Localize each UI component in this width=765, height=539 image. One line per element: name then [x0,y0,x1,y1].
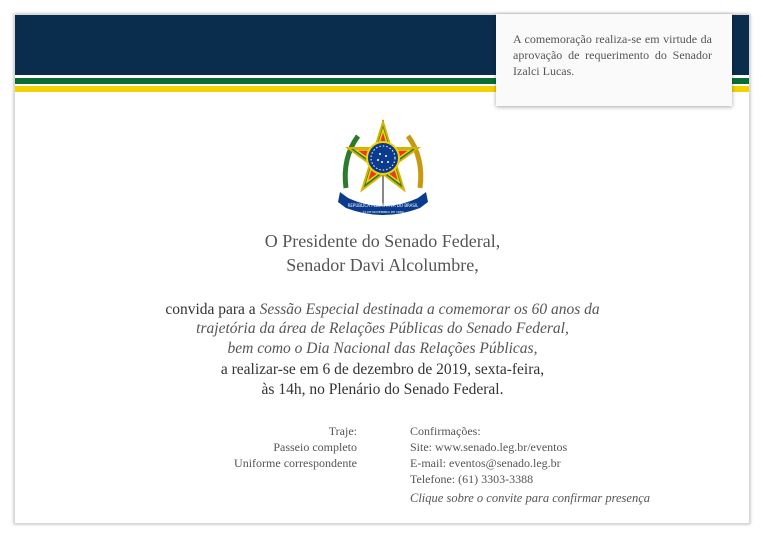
confirmation-label: Confirmações: [410,424,481,438]
host-title: O Presidente do Senado Federal, [264,231,501,251]
attire-option-2: Uniforme correspondente [234,456,357,470]
event-date: a realizar-se em 6 de dezembro de 2019, sexta-feira, [220,361,545,378]
brazil-coat-of-arms-icon [336,118,430,218]
confirmation-block [410,423,567,487]
invitation-line-3 [0,340,765,358]
session-description-1: Sessão Especial destinada a comemorar os 60 anos da [259,301,600,318]
attire-option-1: Passeio completo [273,440,357,454]
invitation-prefix: convida para a [165,301,260,318]
confirmation-site-link[interactable]: Site: www.senado.leg.br/eventos [410,440,568,454]
emblem-ribbon-text: REPÚBLICA FEDERATIVA DO BRASIL [347,203,419,208]
session-description-2: trajetória da área de Relações Públicas do Senado Federal, [196,320,569,337]
invitation-line-1 [0,301,765,319]
attire-label: Traje: [328,424,357,438]
event-location: às 14h, no Plenário do Senado Federal. [261,381,504,398]
invitation-line-2 [0,320,765,338]
requirement-note-text: A comemoração realiza-se em virtude da aprovação de requerimento do Senador Izalci Lucas. [513,32,712,78]
attire-block [234,423,357,471]
confirm-presence-link[interactable]: Clique sobre o convite para confirmar presença [410,491,651,505]
session-description-3: bem como o Dia Nacional das Relações Públicas, [227,340,538,357]
requirement-note [496,14,732,106]
confirmation-email-link[interactable]: E-mail: eventos@senado.leg.br [410,456,561,470]
emblem-date-text: 15 DE NOVEMBRO DE 1889 [362,210,404,214]
host-name: Senador Davi Alcolumbre, [286,255,479,275]
confirmation-phone: Telefone: (61) 3303-3388 [410,472,534,486]
